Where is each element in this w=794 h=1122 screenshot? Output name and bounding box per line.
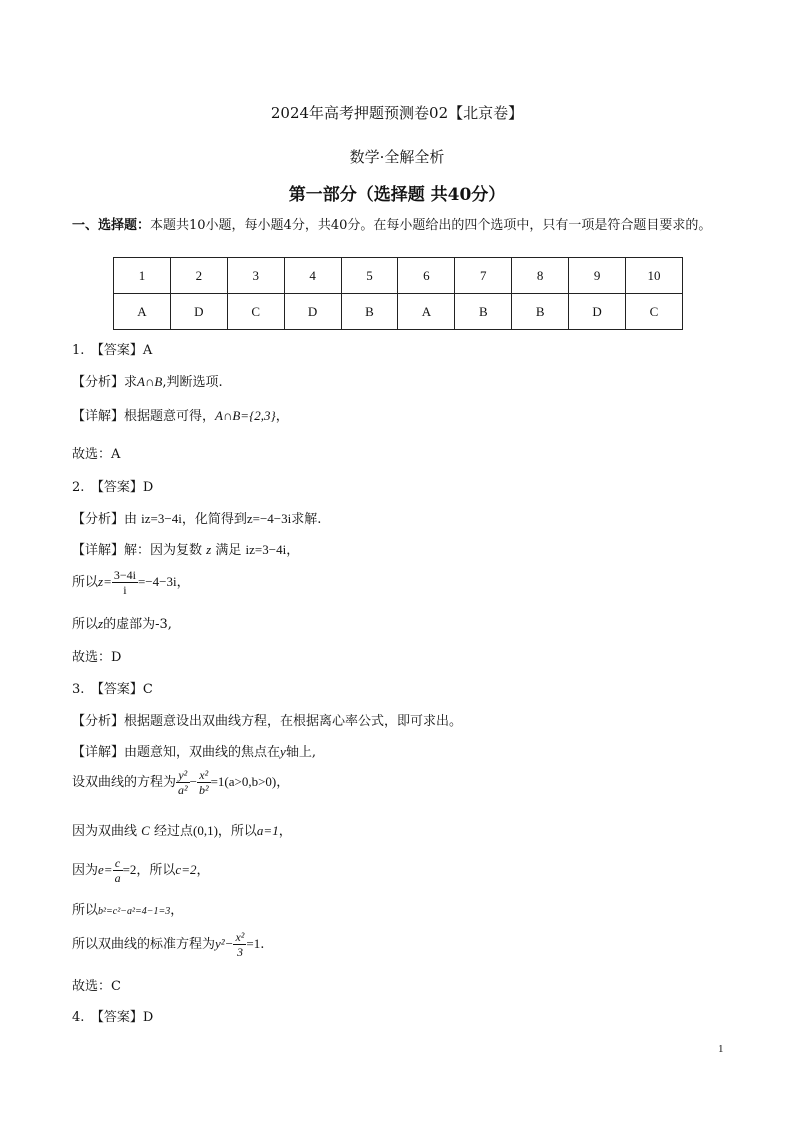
math-expression: (0,1)	[192, 823, 218, 838]
q1-detail	[72, 405, 289, 424]
page-number: 1	[718, 1043, 724, 1055]
text: ，	[196, 863, 210, 878]
fraction-denominator: b²	[198, 783, 209, 797]
fraction	[176, 768, 190, 797]
math-expression: A∩B	[137, 374, 163, 389]
fraction-numerator: 3−4i	[113, 568, 136, 582]
q2-choice: 故选：D	[72, 650, 122, 665]
math-expression: z=−4−3i	[246, 511, 292, 526]
text: 设双曲线的方程为	[72, 775, 177, 790]
table-cell: 2	[170, 258, 227, 294]
math-expression: A∩B={2,3}	[215, 408, 276, 423]
q3-detail	[72, 741, 316, 760]
math-expression: b²=c²−a²=4−1=3	[98, 906, 171, 917]
text: ，	[276, 775, 290, 790]
math-variable: z	[206, 542, 212, 557]
text: ，所以	[217, 824, 257, 839]
text: 所以	[72, 617, 99, 632]
text: 求	[124, 375, 138, 390]
math-expression: =1	[246, 936, 261, 951]
q1-choice: 故选：A	[72, 447, 121, 462]
analysis-label: 【分析】	[72, 512, 125, 527]
table-cell: B	[455, 294, 512, 330]
q3-eccentricity	[72, 856, 209, 885]
table-cell: 3	[227, 258, 284, 294]
math-variable: z	[98, 616, 104, 631]
text: 所以	[72, 575, 99, 590]
math-expression: e=	[98, 862, 113, 877]
table-cell: D	[284, 294, 341, 330]
detail-label: 【详解】	[72, 745, 125, 760]
q2-analysis	[72, 508, 321, 527]
math-expression: iz=3−4i	[141, 511, 182, 526]
q3-equation	[72, 768, 289, 797]
text: ，	[176, 575, 190, 590]
text: ，	[278, 824, 292, 839]
table-cell: A	[398, 294, 455, 330]
answer-table	[113, 257, 683, 330]
text: 轴上,	[285, 745, 316, 760]
text: 满足	[215, 543, 242, 558]
fraction-denominator: i	[123, 583, 127, 597]
q3-point	[72, 820, 292, 839]
math-variable: y	[280, 744, 286, 759]
text: 因为双曲线	[72, 824, 138, 839]
fraction-numerator: c	[113, 856, 123, 871]
q3-answer: 3. 【答案】C	[72, 682, 153, 697]
table-cell: 6	[398, 258, 455, 294]
text: 所以双曲线的标准方程为	[72, 937, 216, 952]
text: 因为	[72, 863, 99, 878]
table-cell: C	[626, 294, 683, 330]
fraction	[112, 568, 138, 597]
fraction-numerator: y²	[176, 768, 190, 783]
math-expression: iz=3−4i	[245, 542, 287, 557]
text: 由	[124, 512, 138, 527]
text: ，	[170, 903, 184, 918]
q3-standard-equation	[72, 930, 264, 959]
text: ，所以	[136, 863, 176, 878]
text: ，	[286, 543, 300, 558]
detail-label: 【详解】	[72, 543, 125, 558]
table-cell: B	[341, 294, 398, 330]
q2-answer: 2. 【答案】D	[72, 480, 154, 495]
q4-answer: 4. 【答案】D	[72, 1010, 154, 1025]
q2-step-1	[72, 568, 190, 597]
math-expression: y²−	[215, 936, 234, 951]
q3-choice: 故选：C	[72, 979, 121, 994]
document-subtitle: 数学·全解全析	[349, 148, 445, 166]
table-cell: A	[114, 294, 171, 330]
table-cell: C	[227, 294, 284, 330]
text: ，化简得到	[181, 512, 247, 527]
answer-table-answer-row	[114, 294, 683, 330]
fraction-numerator: x²	[197, 768, 211, 783]
text: 根据题意可得，	[124, 409, 216, 424]
text: 经过点	[153, 824, 193, 839]
math-expression: a=1	[256, 823, 279, 838]
text: 由题意知，双曲线的焦点在	[124, 745, 281, 760]
text: 解：因为复数	[124, 543, 203, 558]
instructions-label: 一、选择题：	[72, 218, 151, 233]
text: 的虚部为-3,	[103, 617, 172, 632]
answer-table-number-row	[114, 258, 683, 294]
q2-detail	[72, 539, 299, 558]
fraction	[233, 930, 246, 959]
text: 根据题意设出双曲线方程，在根据离心率公式，即可求出。	[124, 714, 463, 729]
table-cell: D	[170, 294, 227, 330]
math-expression: z=	[98, 574, 112, 589]
text: ,判断选项.	[162, 375, 223, 390]
q2-step-2	[72, 613, 172, 632]
table-cell: 4	[284, 258, 341, 294]
fraction	[113, 856, 123, 885]
fraction-numerator: x²	[235, 930, 245, 944]
text: 所以	[72, 903, 99, 918]
table-cell: 5	[341, 258, 398, 294]
q3-analysis	[72, 710, 462, 729]
detail-label: 【详解】	[72, 409, 125, 424]
table-cell: 1	[114, 258, 171, 294]
analysis-label: 【分析】	[72, 714, 125, 729]
fraction-denominator: a	[114, 871, 121, 885]
text: 求解.	[291, 512, 322, 527]
fraction	[197, 768, 211, 797]
q3-b-value	[72, 899, 183, 918]
text: .	[260, 937, 265, 952]
table-cell: 8	[512, 258, 569, 294]
table-cell: 7	[455, 258, 512, 294]
table-cell: 10	[626, 258, 683, 294]
table-cell: B	[512, 294, 569, 330]
math-expression: =1(a>0,b>0)	[210, 774, 277, 789]
document-title: 2024年高考押题预测卷02【北京卷】	[270, 104, 524, 122]
text: ，	[275, 409, 289, 424]
section-instructions	[72, 216, 732, 236]
instructions-text: 本题共10小题，每小题4分，共40分。在每小题给出的四个选项中，只有一项是符合题目要求的。	[150, 218, 712, 233]
section-heading: 第一部分（选择题 共40分）	[288, 185, 506, 205]
analysis-label: 【分析】	[72, 375, 125, 390]
q1-answer: 1. 【答案】A	[72, 343, 153, 358]
math-expression: =2	[122, 862, 137, 877]
math-variable: C	[141, 823, 150, 838]
fraction-denominator: a²	[178, 783, 188, 797]
math-operator: −	[189, 774, 197, 789]
math-expression: =−4−3i	[137, 574, 177, 589]
fraction-denominator: 3	[236, 945, 243, 959]
table-cell: D	[569, 294, 626, 330]
math-expression: c=2	[175, 862, 197, 877]
table-cell: 9	[569, 258, 626, 294]
q1-analysis	[72, 371, 223, 390]
